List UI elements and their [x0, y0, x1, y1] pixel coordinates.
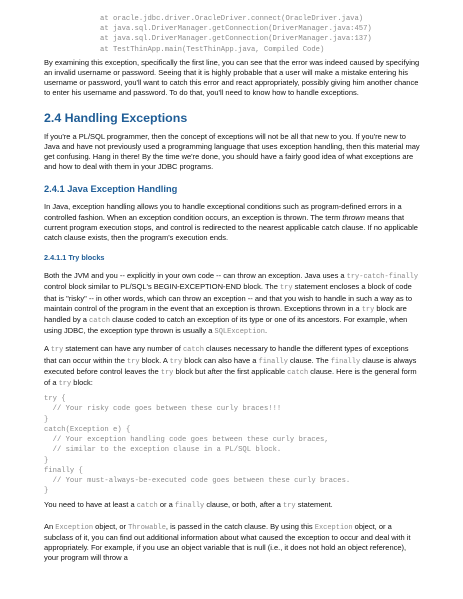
inline-code: try	[361, 305, 375, 314]
text-run: In Java, exception handling allows you to handle exceptional conditions such as program-defined errors in a controlled fashion. When an exception condition occurs, an exception is thrown. The term	[44, 202, 402, 222]
inline-code: try	[160, 368, 174, 377]
code-block	[44, 394, 420, 496]
text-run: control block similar to PL/SQL's BEGIN-EXCEPTION-END block. The	[44, 282, 280, 292]
stack-trace-line: at java.sql.DriverManager.getConnection(DriverManager.java:137)	[100, 35, 372, 44]
paragraph-try-blocks	[44, 271, 420, 337]
text-run: clause, or both, after a	[204, 500, 284, 510]
document-page	[44, 14, 420, 563]
text-run: statement encloses a block of code that is "risky" -- in other words, which can throw an exception -- and that you wish to handle in such a way as to maintain control of the program in the event that an exception is thrown. Exceptions thrown in a	[44, 282, 413, 313]
subsection-heading: 2.4.1 Java Exception Handling	[44, 184, 178, 195]
code-line: catch(Exception e) {	[44, 425, 131, 434]
text-run: statement can have any number of	[63, 344, 183, 354]
paragraph-java-exceptions	[44, 202, 420, 243]
text-run: statement.	[295, 500, 333, 510]
stack-trace-line: at java.sql.DriverManager.getConnection(DriverManager.java:457)	[100, 25, 372, 34]
inline-code: try	[50, 346, 64, 355]
code-line: // Your risky code goes between these curly braces!!!	[44, 405, 282, 414]
text-run: .	[264, 326, 268, 336]
stack-trace	[44, 14, 420, 55]
inline-code: try-catch-finally	[346, 273, 419, 282]
code-line: }	[44, 415, 49, 424]
inline-code: catch	[89, 317, 111, 326]
text-run: block can also have a	[182, 355, 259, 365]
text-run: You need to have at least a	[44, 500, 137, 510]
code-line: // Your must-always-be-executed code goes between these curly braces.	[44, 476, 351, 485]
text-run: block are handled by a	[44, 303, 407, 325]
code-line: }	[44, 456, 49, 465]
text-run: A	[44, 344, 51, 354]
text-run: An	[44, 521, 56, 531]
inline-code: catch	[136, 502, 158, 511]
inline-code: Exception	[314, 523, 353, 532]
code-line: // similar to the exception clause in a PL/SQL block.	[44, 446, 282, 455]
section-heading: 2.4 Handling Exceptions	[44, 110, 188, 125]
text-run: block:	[71, 378, 93, 388]
text-run: block. A	[139, 355, 170, 365]
inline-code: SQLException	[214, 328, 265, 337]
paragraph-exception-object	[44, 522, 420, 564]
inline-code: try	[169, 357, 183, 366]
text-run: clause coded to catch an exception of its type or one of its ancestors. For example, when using JDBC, the exception type thrown is usually a	[44, 315, 408, 336]
text-run: , is passed in the catch clause. By using this	[165, 521, 315, 531]
text-run: means that current program execution stops, and control is redirected to the nearest applicable catch clause. If no applicable catch clause exists, then the program's execution ends.	[44, 212, 418, 243]
text-run: or a	[157, 500, 175, 510]
paragraph-try-statement	[44, 344, 420, 389]
inline-code: Throwable	[128, 523, 166, 532]
stack-trace-line: at oracle.jdbc.driver.OracleDriver.connect(OracleDriver.java)	[100, 15, 364, 23]
text-run: clause is always executed before control leaves the	[44, 355, 417, 376]
inline-code: finally	[258, 357, 288, 366]
stack-trace-line: at TestThinApp.main(TestThinApp.java, Compiled Code)	[100, 45, 325, 54]
inline-code: try	[279, 284, 293, 293]
code-line: }	[44, 487, 49, 496]
text-run: clause. The	[287, 355, 331, 365]
subsubsection-heading: 2.4.1.1 Try blocks	[44, 253, 105, 263]
code-line: finally {	[44, 466, 83, 475]
text-run: object, or	[93, 521, 129, 531]
paragraph-catch-or-finally	[44, 500, 420, 511]
inline-code: finally	[174, 502, 205, 511]
inline-code: Exception	[55, 523, 94, 532]
emphasis-thrown: thrown	[342, 212, 365, 222]
inline-code: catch	[287, 368, 309, 377]
code-line: try {	[44, 395, 66, 404]
inline-code: try	[58, 380, 72, 389]
paragraph-examine: By examining this exception, specifically the first line, you can see that the error was indeed caused by specifying an invalid username or password. Seeing that it is highly probable that a user will make a mistake entering his username or password, you'll want to catch this error and react appropriately, possibly giving him another chance to enter his username and password. To do that, you'll need to know how to handle exceptions.	[44, 57, 420, 98]
text-run: clauses necessary to handle the different types of exceptions that can occur within the	[44, 344, 409, 365]
inline-code: catch	[182, 346, 204, 355]
inline-code: try	[126, 357, 140, 366]
inline-code: finally	[330, 357, 361, 366]
text-run: block but after the first applicable	[173, 366, 288, 376]
text-run: object, or a subclass of it, you can find out additional information about what caused the exception to occur and deal with it appropriately. For example, if you use an object variable that is null (i.e., it does not hold an object reference), your program will throw a	[44, 521, 411, 563]
inline-code: try	[283, 502, 296, 511]
text-run: Both the JVM and you -- explicitly in your own code -- can throw an exception. Java uses a	[44, 271, 347, 281]
code-line: // Your exception handling code goes between these curly braces,	[44, 436, 329, 445]
text-run: clause. Here is the general form of a	[44, 366, 417, 388]
paragraph-plsql: If you're a PL/SQL programmer, then the concept of exceptions will not be all that new to you. If you're new to Java and have not previously used a programming language that uses exception handling, then this material may get confusing. Hang in there! By the time we're done, you should have a fairly good idea of what exceptions are and how to deal with them in your JDBC programs.	[44, 131, 420, 172]
